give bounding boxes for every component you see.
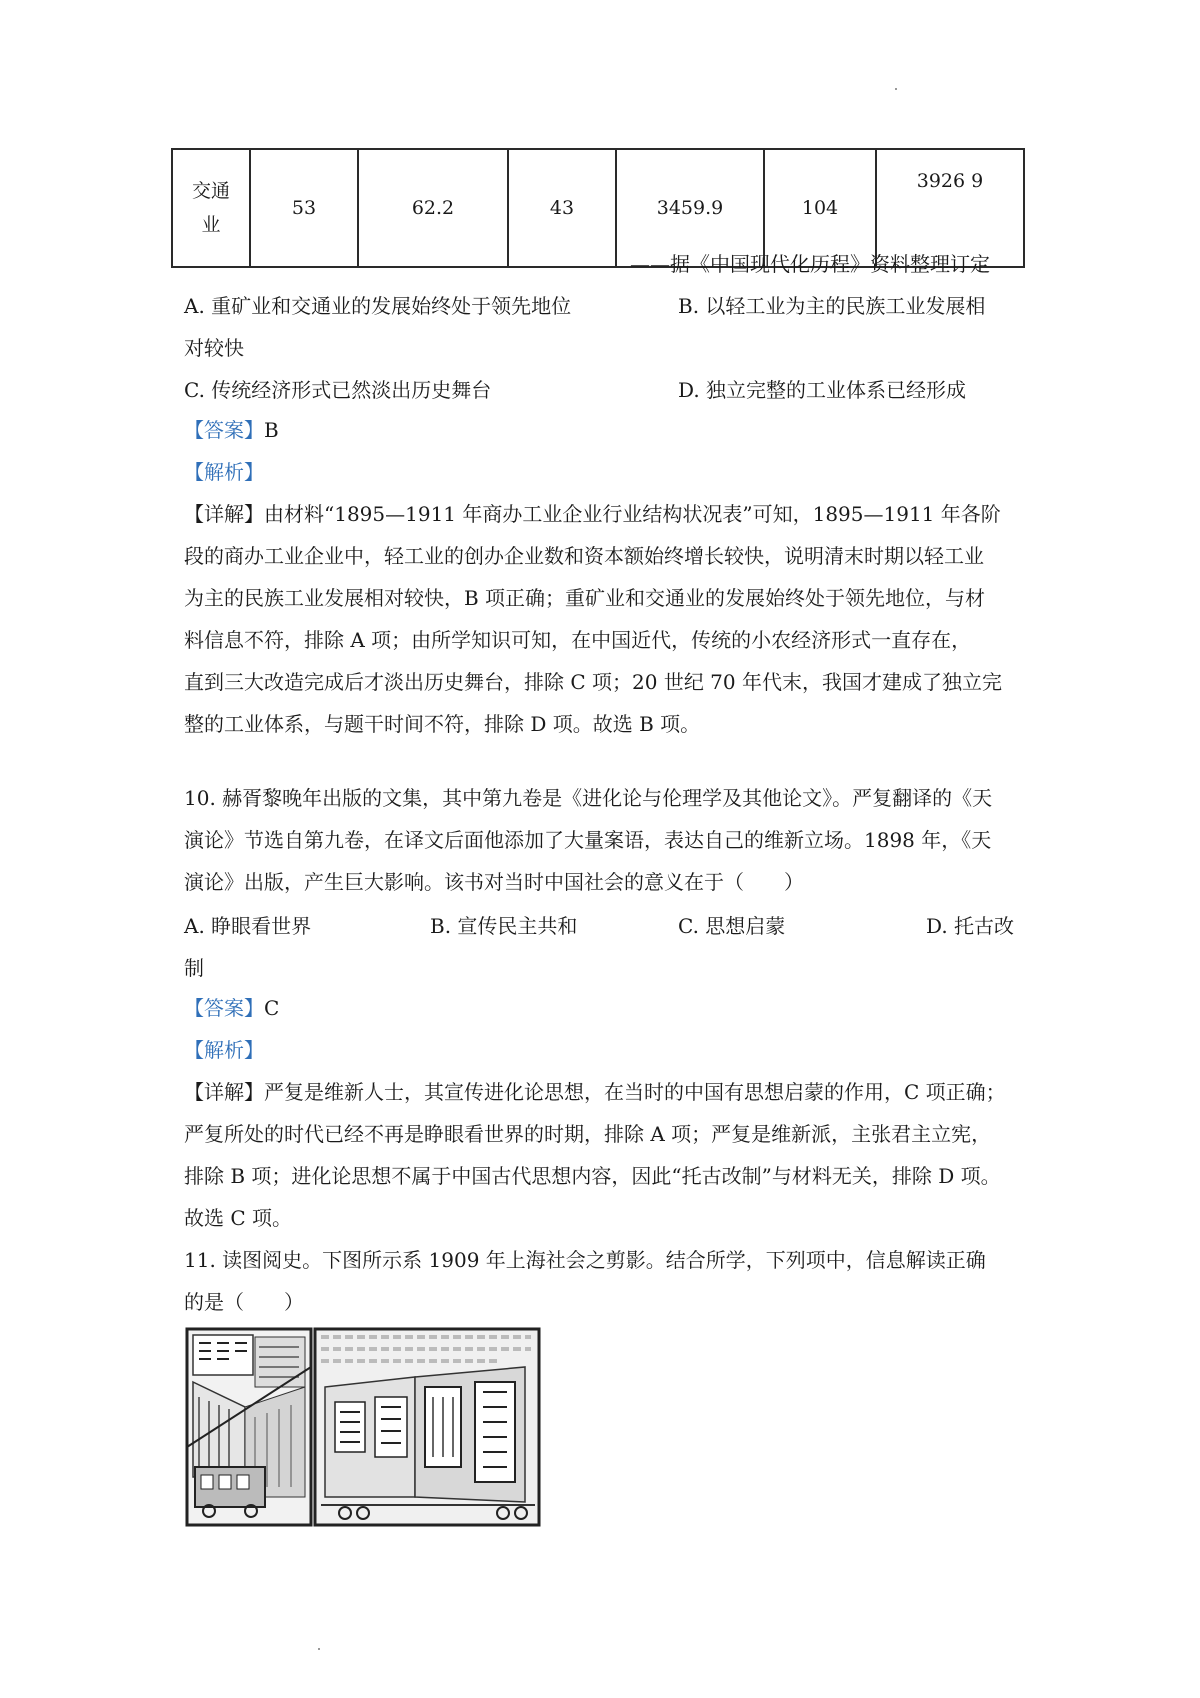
- answer-label: 【答案】: [184, 418, 264, 442]
- table-cell: 104: [764, 149, 876, 267]
- scan-dot: [895, 88, 897, 90]
- q9-option-b: B. 以轻工业为主的民族工业发展相: [678, 294, 986, 318]
- answer-value: B: [264, 418, 279, 442]
- source-citation: ——据《中国现代化历程》资料整理订定: [630, 252, 990, 276]
- left-panel: [187, 1329, 311, 1525]
- q10-detail-line: 【详解】严复是维新人士，其宣传进化论思想，在当时的中国有思想启蒙的作用，C 项正确；: [184, 1080, 1006, 1104]
- q10-option-b: B. 宣传民主共和: [430, 914, 578, 938]
- table-cell: 62.2: [358, 149, 508, 267]
- q10-detail-line: 严复所处的时代已经不再是睁眼看世界的时期，排除 A 项；严复是维新派，主张君主立宪，: [184, 1122, 992, 1146]
- answer-label: 【答案】: [184, 996, 264, 1020]
- q9-detail-line: 段的商办工业企业中，轻工业的创办企业数和资本额始终增长较快，说明清末时期以轻工业: [184, 544, 984, 568]
- q11-stem-line: 11. 读图阅史。下图所示系 1909 年上海社会之剪影。结合所学，下列项中，信息解读正确: [184, 1248, 986, 1272]
- q10-answer: [184, 994, 279, 1022]
- answer-value: C: [264, 996, 280, 1020]
- detail-label: 【详解】: [184, 1080, 264, 1104]
- q9-analysis-label: 【解析】: [184, 460, 264, 484]
- q9-detail-line: 整的工业体系，与题干时间不符，排除 D 项。故选 B 项。: [184, 712, 701, 736]
- right-panel: [315, 1329, 539, 1525]
- q9-detail-line: 【详解】由材料“1895—1911 年商办工业企业行业结构状况表”可知，1895—1911 年各阶: [184, 502, 1001, 526]
- q9-option-c: C. 传统经济形式已然淡出历史舞台: [184, 378, 492, 402]
- scan-dot: [318, 1648, 320, 1650]
- q10-stem-line: 演论》节选自第九卷，在译文后面他添加了大量案语，表达自己的维新立场。1898 年，《天: [184, 828, 992, 852]
- q10-stem-line: 10. 赫胥黎晚年出版的文集，其中第九卷是《进化论与伦理学及其他论文》。严复翻译的《天: [184, 786, 993, 810]
- q9-option-a: A. 重矿业和交通业的发展始终处于领先地位: [184, 294, 572, 318]
- q9-option-d: D. 独立完整的工业体系已经形成: [678, 378, 967, 402]
- illustration-image: [185, 1327, 541, 1527]
- q10-stem-line: 演论》出版，产生巨大影响。该书对当时中国社会的意义在于（ ）: [184, 870, 804, 894]
- q11-stem-line: 的是（ ）: [184, 1290, 304, 1314]
- table-cell: 3926 9: [876, 149, 1024, 267]
- table-cell: 3459.9: [616, 149, 764, 267]
- q10-option-c: C. 思想启蒙: [678, 914, 786, 938]
- q9-answer: [184, 416, 279, 444]
- table-cell-category: 交通业: [172, 149, 250, 267]
- shanghai-1909-illustration: [185, 1327, 541, 1527]
- q9-detail-line: 直到三大改造完成后才淡出历史舞台，排除 C 项；20 世纪 70 年代末，我国才建成了独立完: [184, 670, 1002, 694]
- q10-detail-line: 故选 C 项。: [184, 1206, 293, 1230]
- q9-detail-line: 为主的民族工业发展相对较快，B 项正确；重矿业和交通业的发展始终处于领先地位，与材: [184, 586, 986, 610]
- q9-detail-line: 料信息不符，排除 A 项；由所学知识可知，在中国近代，传统的小农经济形式一直存在，: [184, 628, 972, 652]
- detail-label: 【详解】: [184, 502, 264, 526]
- q10-option-a: A. 睁眼看世界: [184, 914, 312, 938]
- q9-option-b-continued: 对较快: [184, 336, 244, 360]
- table-cell: 53: [250, 149, 358, 267]
- q10-option-d: D. 托古改: [926, 914, 1015, 938]
- q10-detail-line: 排除 B 项；进化论思想不属于中国古代思想内容，因此“托古改制”与材料无关，排除 D 项。: [184, 1164, 1001, 1188]
- table-cell: 43: [508, 149, 616, 267]
- q10-analysis-label: 【解析】: [184, 1038, 264, 1062]
- q10-option-d-continued: 制: [184, 956, 204, 980]
